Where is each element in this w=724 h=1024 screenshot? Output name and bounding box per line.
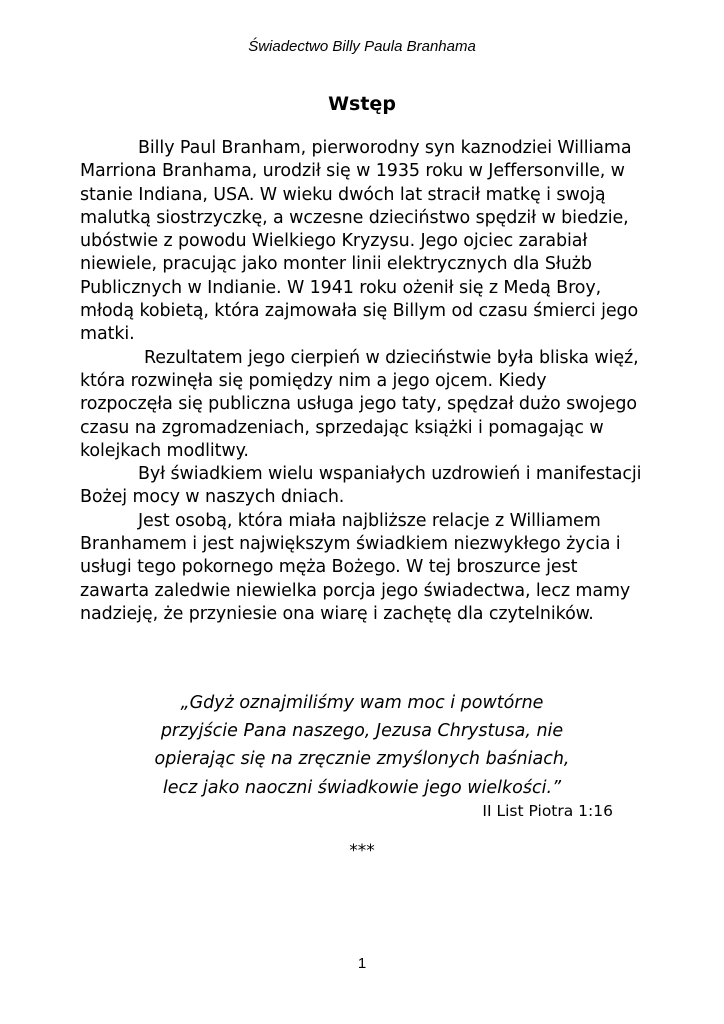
page-number: 1 — [357, 955, 367, 972]
section-separator: *** — [349, 841, 375, 861]
paragraph: Był świadkiem wielu wspaniałych uzdrowień i manifestacji Bożej mocy w naszych dniach. — [80, 464, 642, 508]
body-text — [80, 137, 644, 626]
quote-citation: II List Piotra 1:16 — [482, 802, 613, 820]
quote-line: lecz jako naoczni świadkowie jego wielkości.” — [162, 777, 562, 798]
page-title: Wstęp — [328, 93, 396, 115]
paragraph: Billy Paul Branham, pierworodny syn kaznodziei Williama Marriona Branhama, urodził się w 1935 roku w Jeffersonville, w stanie Indiana, USA. W wieku dwóch lat stracił matkę i swoją malutką siostrzyczkę, a wczesne dzieciństwo spędził w biedzie, ubóstwie z powodu Wielkiego Kryzysu. Jego ojciec zarabiał niewiele, pracując jako monter linii elektrycznych dla Służb Publicznych w Indianie. W 1941 roku ożenił się z Medą Broy, młodą kobietą, która zajmowała się Billym od czasu śmierci jego matki. — [80, 138, 639, 345]
running-header: Świadectwo Billy Paula Branhama — [248, 38, 476, 55]
paragraph: Jest osobą, która miała najbliższe relacje z Williamem Branhamem i jest największym świadkiem niezwykłego życia i usługi tego pokornego męża Bożego. W tej broszurce jest zawarta zaledwie niewielka porcja jego świadectwa, lecz mamy nadzieję, że przyniesie ona wiarę i zachętę dla czytelników. — [80, 510, 631, 624]
quote-line: przyjście Pana naszego, Jezusa Chrystusa, nie — [160, 721, 564, 742]
scripture-quote — [100, 689, 624, 802]
quote-line: opierając się na zręcznie zmyślonych baśniach, — [154, 749, 570, 770]
quote-line: „Gdyż oznajmiliśmy wam moc i powtórne — [180, 693, 544, 713]
paragraph: Rezultatem jego cierpień w dzieciństwie była bliska więź, która rozwinęła się pomiędzy nim a jego ojcem. Kiedy rozpoczęła się publiczna usługa jego taty, spędzał dużo swojego czasu na zgromadzeniach, sprzedając książki i pomagając w kolejkach modlitwy. — [80, 347, 639, 461]
